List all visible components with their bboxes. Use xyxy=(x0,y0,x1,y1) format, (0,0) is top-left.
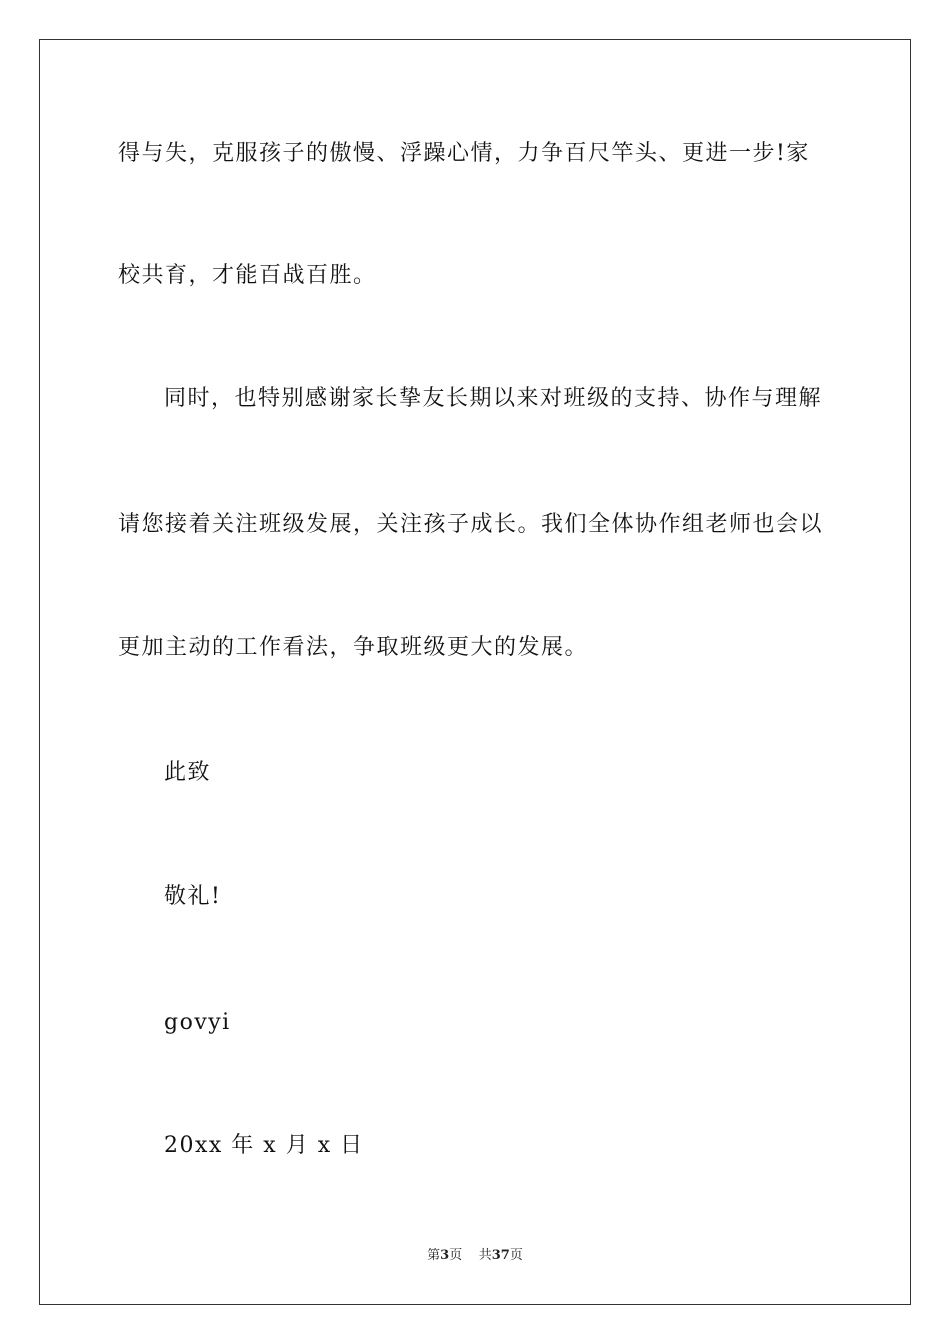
closing-salutation: 此致 xyxy=(164,760,212,785)
page-footer xyxy=(0,1247,950,1265)
body-line-5: 更加主动的工作看法，争取班级更大的发展。 xyxy=(118,635,589,660)
body-line-4: 请您接着关注班级发展，关注孩子成长。我们全体协作组老师也会以 xyxy=(118,512,824,537)
total-pages: 37 xyxy=(491,1248,510,1263)
body-line-2: 校共育，才能百战百胜。 xyxy=(118,263,377,288)
date-line: 20xx 年 x 月 x 日 xyxy=(164,1133,364,1158)
page-suffix: 页 xyxy=(449,1248,463,1263)
closing-regards: 敬礼! xyxy=(164,884,222,909)
page-prefix: 第 xyxy=(427,1248,441,1263)
signature: govyi xyxy=(164,1010,231,1035)
total-suffix: 页 xyxy=(509,1248,523,1263)
total-prefix: 共 xyxy=(478,1248,492,1263)
body-line-1: 得与失，克服孩子的傲慢、浮躁心情，力争百尺竿头、更进一步!家 xyxy=(118,141,810,166)
body-line-3: 同时，也特别感谢家长挚友长期以来对班级的支持、协作与理解 xyxy=(164,386,823,411)
page-border xyxy=(39,39,911,1305)
page-number: 3 xyxy=(440,1248,450,1263)
